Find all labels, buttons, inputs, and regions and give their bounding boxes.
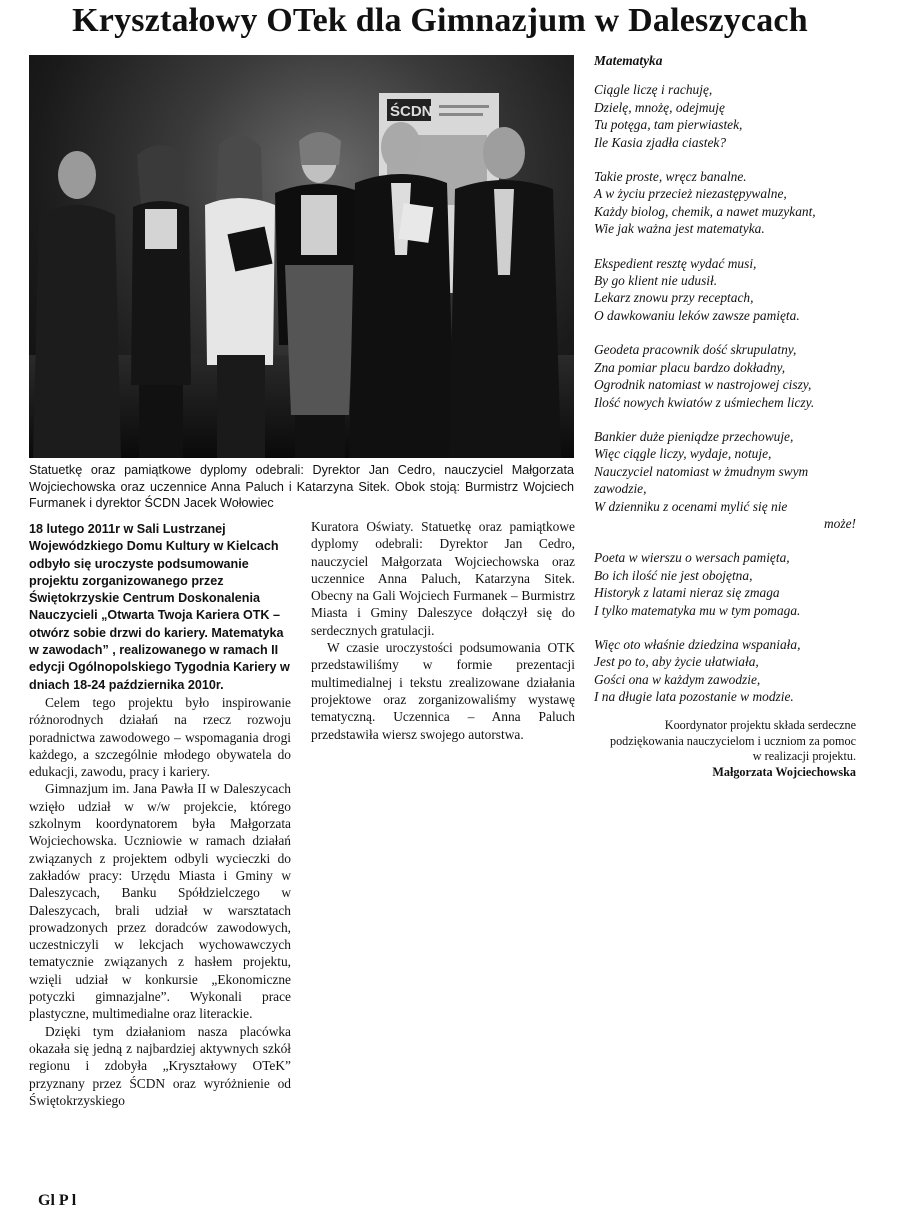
article-paragraph: Gimnazjum im. Jana Pawła II w Daleszycach wzięło udział w w/w projekcie, którego szkolnym koordynatorem była Małgorzata Wojciechowska. Uczniowie w ramach działań związanych z projektem odbyli wycieczki do zakładów pracy: Urzędu Miasta i Gminy w Daleszycach, Banku Spółdzielczego w Daleszycach, brali udział w warsztatach prowadzonych przez doradców zawodowych, uczestniczyli w lekcjach wychowawczych tematycznie związanych z hasłem projektu, wzięli udział w konkursie „Ekonomiczne potyczki gimnazjalne”. Wykonali prace plastyczne, multimedialne oraz literackie. — [29, 781, 291, 1022]
poem-line: zawodzie, — [594, 481, 647, 497]
poem-line: I na długie lata pozostanie w modzie. — [594, 689, 794, 705]
article-paragraph: W czasie uroczystości podsumowania OTK przedstawiliśmy w formie prezentacji multimedialnej i tekstu zrealizowane działania projektowe oraz zorganizowaliśmy wystawę tematyczną. Uczennica – Anna Paluch przedstawiła wiersz swojego autorstwa. — [311, 640, 575, 742]
ceremony-photo-art — [29, 55, 574, 458]
poem-line: Geodeta pracownik dość skrupulatny, — [594, 342, 797, 358]
poem-line: Jest po to, aby życie ułatwiała, — [594, 654, 759, 670]
poem-line: Więc oto właśnie dziedzina wspaniała, — [594, 636, 801, 652]
poem-line: Ogrodnik natomiast w nastrojowej ciszy, — [594, 377, 812, 393]
poem-line: Bo ich ilość nie jest obojętna, — [594, 567, 753, 583]
ceremony-photo — [29, 55, 574, 458]
poem-line: W dzienniku z ocenami mylić się nie — [594, 498, 788, 514]
poem-stanza — [594, 168, 856, 238]
poem-line: Tu potęga, tam pierwiastek, — [594, 117, 743, 133]
poem-line: Każdy biolog, chemik, a nawet muzykant, — [594, 203, 816, 219]
poem-line: Takie proste, wręcz banalne. — [594, 169, 747, 185]
poem-line: Więc ciągle liczy, wydaje, notuje, — [594, 446, 772, 462]
poem-line: Zna pomiar placu bardzo dokładny, — [594, 359, 786, 375]
poem-line: I tylko matematyka mu w tym pomaga. — [594, 602, 801, 618]
article-paragraph: Celem tego projektu było inspirowanie różnorodnych działań na rzecz rozwoju poradnictwa zawodowego – wspomagania drogi każdego, a szczególnie młodego obywatela do edukacji, zawodu, pracy i kariery. — [29, 694, 291, 780]
article-paragraph: Kuratora Oświaty. Statuetkę oraz pamiątkowe dyplomy odebrali: Dyrektor Jan Cedro, nauczyciel Małgorzata Wojciechowska oraz uczennice Anna Paluch, Katarzyna Sitek. Obecny na Gali Wojciech Furmanek – Burmistrz Miasta i Gminy Daleszyce dołączył się do serdecznych gratulacji. — [311, 519, 575, 638]
poem-line: może! — [824, 515, 856, 531]
article-paragraph: Dzięki tym działaniom nasza placówka okazała się jedną z najbardziej aktywnych szkół regionu i zdobyła „Kryształowy OTeK” przyznany przez ŚCDN oraz wyróżnienie od Świętokrzyskiego — [29, 1023, 291, 1108]
poem-line: Ciągle liczę i rachuję, — [594, 82, 713, 98]
poem-line: Poeta w wierszu o wersach pamięta, — [594, 550, 790, 566]
poem-line: O dawkowaniu leków zawsze pamięta. — [594, 307, 800, 323]
poem-stanza — [594, 341, 856, 411]
article-column-left — [29, 521, 291, 1109]
poem-line: Ekspedient resztę wydać musi, — [594, 255, 757, 271]
acknowledgement-text: Koordynator projektu składa serdeczne podziękowania nauczycielom i uczniom za pomoc w realizacji projektu. — [609, 718, 856, 764]
poem-stanza — [594, 428, 856, 532]
article-headline: Kryształowy OTek dla Gimnazjum w Daleszycach — [72, 2, 808, 39]
poem-line: By go klient nie udusił. — [594, 273, 718, 289]
article-column-middle — [311, 518, 575, 743]
acknowledgement-signature: Małgorzata Wojciechowska — [712, 764, 856, 779]
poem-line: Lekarz znowu przy receptach, — [594, 290, 754, 306]
poem-line: Wie jak ważna jest matematyka. — [594, 221, 765, 237]
poem-line: Historyk z latami nieraz się zmaga — [594, 585, 780, 601]
photo-caption: Statuetkę oraz pamiątkowe dyplomy odebrali: Dyrektor Jan Cedro, nauczyciel Małgorzata Wojciechowska oraz uczennice Anna Paluch i Katarzyna Sitek. Obok stoją: Burmistrz Wojciech Furmanek i dyrektor ŚCDN Jacek Wołowiec — [29, 463, 574, 510]
poem-line: Nauczyciel natomiast w żmudnym swym — [594, 463, 809, 479]
poem-line: Ile Kasia zjadła ciastek? — [594, 134, 727, 150]
poem-title: Matematyka — [594, 53, 663, 68]
poem-line: Gości ona w każdym zawodzie, — [594, 671, 761, 687]
poem-line: Bankier duże pieniądze przechowuje, — [594, 428, 794, 444]
poem-stanza — [594, 81, 856, 151]
poem-line: Ilość nowych kwiatów z uśmiechem liczy. — [594, 394, 815, 410]
article-lead: 18 lutego 2011r w Sali Lustrzanej Wojewódzkiego Domu Kultury w Kielcach odbyło się uroczyste podsumowanie projektu zorganizowanego przez Świętokrzyskie Centrum Doskonalenia Nauczycieli „Otwarta Twoja Kariera OTK – otwórz sobie drzwi do kariery. Matematyka w zawodach” , realizowanego w ramach II edycji Ogólnopolskiego Tygodnia Kariery w dniach 18-24 października 2010r. — [29, 522, 290, 692]
banner-logo: ŚCDN — [390, 103, 433, 120]
cut-off-footer-text: Gl P l — [38, 1192, 77, 1209]
poem-stanza — [594, 255, 856, 325]
poem-stanza — [594, 549, 856, 619]
poem-stanza — [594, 636, 856, 706]
poem-line: Dzielę, mnożę, odejmuję — [594, 99, 725, 115]
poem — [594, 52, 856, 723]
poem-line: A w życiu przecież niezastępywalne, — [594, 186, 787, 202]
acknowledgement — [600, 718, 856, 780]
